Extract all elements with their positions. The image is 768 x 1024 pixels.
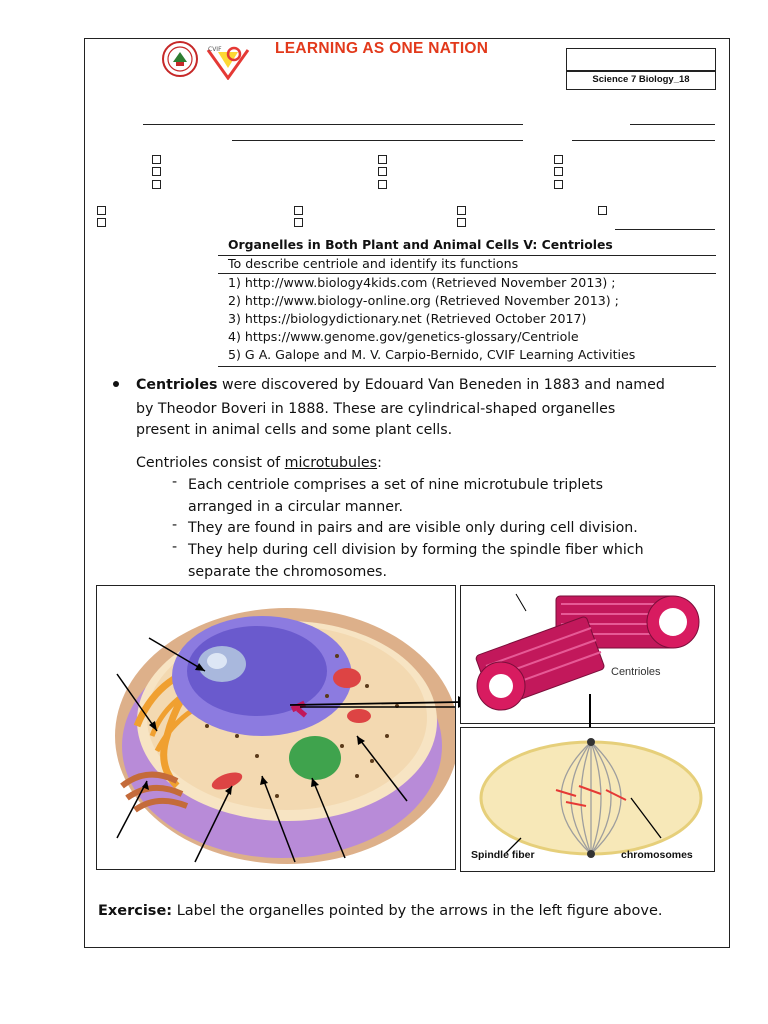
checkbox[interactable] <box>294 206 303 215</box>
checkbox[interactable] <box>457 218 466 227</box>
page-title: LEARNING AS ONE NATION <box>275 40 489 57</box>
exercise-label: Exercise: <box>98 903 173 919</box>
code-box-empty <box>566 48 716 72</box>
checkbox[interactable] <box>554 155 563 164</box>
blank-line <box>232 140 523 141</box>
bullet-line-1 <box>136 374 726 396</box>
checkbox[interactable] <box>97 218 106 227</box>
checkbox[interactable] <box>152 155 161 164</box>
dash: - <box>172 539 178 555</box>
spindle-fiber-label: Spindle fiber <box>471 849 535 861</box>
connector-arrow <box>290 690 470 720</box>
text-span: Centrioles consist of <box>136 455 285 471</box>
checkbox[interactable] <box>152 167 161 176</box>
checkbox[interactable] <box>554 167 563 176</box>
animal-cell-illustration <box>97 586 455 869</box>
blank-line <box>143 124 523 125</box>
text-span: were discovered by Edouard Van Beneden in 1883 and named <box>217 377 665 393</box>
bullet <box>113 381 119 387</box>
checkbox[interactable] <box>598 206 607 215</box>
centrioles-label: Centrioles <box>611 666 661 678</box>
text-span: : <box>377 455 382 471</box>
reference-item: 5) G A. Galope and M. V. Carpio-Bernido, CVIF Learning Activities <box>228 347 636 362</box>
reference-item: 3) https://biologydictionary.net (Retrieved October 2017) <box>228 311 587 326</box>
point-1-line-2: arranged in a circular manner. <box>188 499 403 515</box>
bullet-line-2: by Theodor Boveri in 1888. These are cylindrical-shaped organelles <box>136 401 616 417</box>
consist-line <box>136 452 382 474</box>
module-code: Science 7 Biology_18 <box>566 70 716 90</box>
bullet-line-3: present in animal cells and some plant cells. <box>136 422 453 438</box>
term-centrioles: Centrioles <box>136 377 218 393</box>
point-3-line-2: separate the chromosomes. <box>188 564 387 580</box>
point-2-line-1: They are found in pairs and are visible only during cell division. <box>188 520 638 536</box>
blank-line <box>630 124 715 125</box>
microtubules-term: microtubules <box>284 455 378 471</box>
chromosomes-label: chromosomes <box>621 849 693 861</box>
animal-cell-figure <box>96 585 456 870</box>
checkbox[interactable] <box>97 206 106 215</box>
reference-item: 2) http://www.biology-online.org (Retrieved November 2013) ; <box>228 293 619 308</box>
reference-item: 1) http://www.biology4kids.com (Retrieved November 2013) ; <box>228 275 616 290</box>
checkbox[interactable] <box>554 180 563 189</box>
checkbox[interactable] <box>294 218 303 227</box>
exercise-text: Label the organelles pointed by the arrows in the left figure above. <box>176 903 663 919</box>
table-divider <box>218 273 716 274</box>
school-seal-logo <box>158 40 202 78</box>
checkbox[interactable] <box>378 167 387 176</box>
cvif-logo <box>204 42 252 80</box>
checkbox[interactable] <box>457 206 466 215</box>
dash: - <box>172 517 178 533</box>
topic-title: Organelles in Both Plant and Animal Cells V: Centrioles <box>228 237 613 252</box>
dash: - <box>172 474 178 490</box>
blank-line <box>572 140 715 141</box>
objective: To describe centriole and identify its functions <box>228 256 519 271</box>
checkbox[interactable] <box>378 180 387 189</box>
checkbox[interactable] <box>378 155 387 164</box>
blank-line <box>615 229 715 230</box>
point-3-line-1: They help during cell division by forming the spindle fiber which <box>188 542 644 558</box>
point-1-line-1: Each centriole comprises a set of nine microtubule triplets <box>188 477 603 493</box>
svg-text:CVIF: CVIF <box>208 46 222 53</box>
reference-item: 4) https://www.genome.gov/genetics-glossary/Centriole <box>228 329 579 344</box>
checkbox[interactable] <box>152 180 161 189</box>
spindle-figure <box>460 727 715 872</box>
exercise-line <box>98 900 662 922</box>
table-divider <box>218 366 716 367</box>
